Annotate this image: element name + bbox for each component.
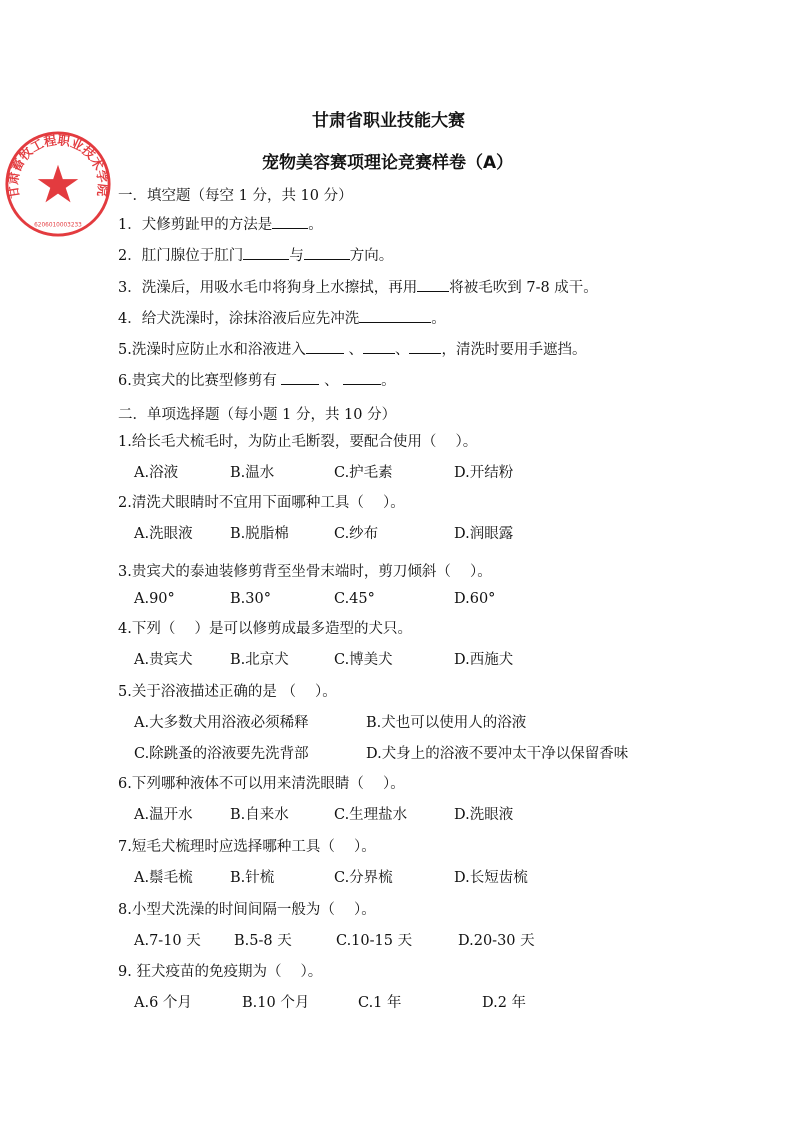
option: D.润眼露 [454, 526, 514, 542]
star-icon [38, 165, 79, 203]
question: 6.贵宾犬的比赛型修剪有 、 。 [118, 369, 396, 390]
option: B.针梳 [230, 870, 275, 886]
option: B.10 个月 [242, 995, 310, 1011]
question: 5.关于浴液描述正确的是 （ ）。 [118, 684, 337, 700]
option: C.护毛素 [334, 465, 393, 481]
option: B.温水 [230, 465, 275, 481]
option: D.洗眼液 [454, 807, 514, 823]
option: D.20-30 天 [458, 933, 535, 949]
question: 1．犬修剪趾甲的方法是 。 [118, 213, 323, 234]
question: 6.下列哪种液体不可以用来清洗眼睛（ ）。 [118, 776, 405, 792]
question: 5.洗澡时应防止水和浴液进入 、 、 ，清洗时要用手遮挡。 [118, 338, 586, 359]
question: 2.清洗犬眼睛时不宜用下面哪种工具（ ）。 [118, 495, 405, 511]
section2-heading: 二．单项选择题（每小题 1 分，共 10 分） [118, 407, 397, 423]
option: A.7-10 天 [134, 933, 201, 949]
svg-text:甘肃畜牧工程职业技术学院: 甘肃畜牧工程职业技术学院 [5, 132, 111, 200]
question: 4．给犬洗澡时，涂抹浴液后应先冲洗 。 [118, 307, 446, 328]
question: 8.小型犬洗澡的时间间隔一般为（ ）。 [118, 902, 376, 918]
option: D.2 年 [482, 995, 527, 1011]
option: A.贵宾犬 [134, 652, 193, 668]
option: C.1 年 [358, 995, 402, 1011]
question: 1.给长毛犬梳毛时，为防止毛断裂，要配合使用（ ）。 [118, 434, 478, 450]
option: A.温开水 [134, 807, 193, 823]
option: B.犬也可以使用人的浴液 [366, 715, 527, 731]
question: 4.下列（ ）是可以修剪成最多造型的犬只。 [118, 621, 412, 637]
option: D.犬身上的浴液不要冲太干净以保留香味 [366, 746, 629, 762]
option: C.生理盐水 [334, 807, 408, 823]
option: A.浴液 [134, 465, 179, 481]
option: C.45° [334, 591, 375, 607]
option: B.30° [230, 591, 271, 607]
question: 3．洗澡后，用吸水毛巾将狗身上水擦拭，再用 将被毛吹到 7-8 成干。 [118, 276, 598, 297]
question: 2．肛门腺位于肛门 与 方向。 [118, 244, 393, 265]
option: B.自来水 [230, 807, 289, 823]
option: B.脱脂棉 [230, 526, 289, 542]
option: C.分界梳 [334, 870, 393, 886]
option: C.纱布 [334, 526, 379, 542]
option: A.90° [134, 591, 175, 607]
section1-heading: 一．填空题（每空 1 分，共 10 分） [118, 188, 353, 204]
option: B.5-8 天 [234, 933, 292, 949]
option: A.大多数犬用浴液必须稀释 [134, 715, 309, 731]
option: C.除跳蚤的浴液要先洗背部 [134, 746, 309, 762]
option: C.博美犬 [334, 652, 393, 668]
official-seal [4, 130, 112, 238]
option: D.西施犬 [454, 652, 514, 668]
option: A.洗眼液 [134, 526, 193, 542]
svg-text:6206010003233: 6206010003233 [34, 222, 82, 229]
option: D.长短齿梳 [454, 870, 528, 886]
title: 甘肃省职业技能大赛 [312, 111, 465, 131]
option: D.60° [454, 591, 496, 607]
option: C.10-15 天 [336, 933, 413, 949]
option: A.6 个月 [134, 995, 192, 1011]
option: D.开结粉 [454, 465, 514, 481]
question: 3.贵宾犬的泰迪装修剪背至坐骨末端时，剪刀倾斜（ ）。 [118, 564, 492, 580]
question: 9. 狂犬疫苗的免疫期为（ ）。 [118, 964, 323, 980]
option: B.北京犬 [230, 652, 289, 668]
subtitle: 宠物美容赛项理论竞赛样卷（A） [262, 153, 514, 173]
option: A.鬃毛梳 [134, 870, 193, 886]
question: 7.短毛犬梳理时应选择哪种工具（ ）。 [118, 839, 376, 855]
